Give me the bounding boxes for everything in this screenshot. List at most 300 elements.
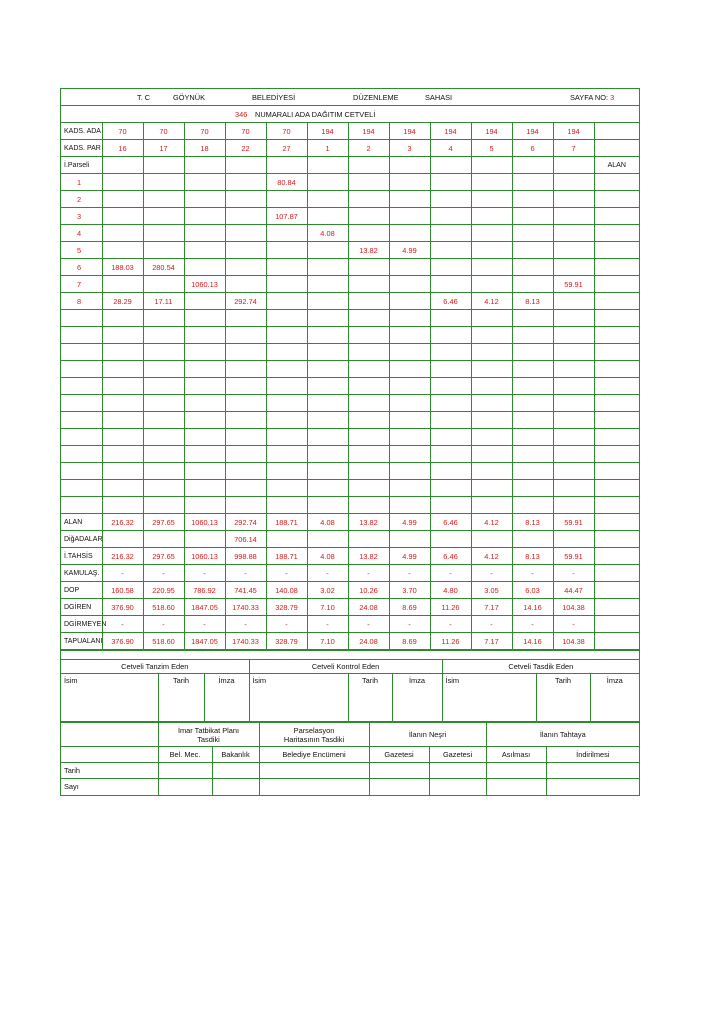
tanzim-eden-header: Cetveli Tanzim Eden	[61, 660, 249, 674]
empty-cell	[266, 480, 307, 497]
parcel-value	[102, 276, 143, 293]
extra-cell	[594, 242, 639, 259]
empty-cell	[430, 327, 471, 344]
parcel-value: 80.84	[266, 174, 307, 191]
totals-value: 140.08	[266, 582, 307, 599]
parcel-value	[348, 276, 389, 293]
parcel-value	[102, 225, 143, 242]
totals-value: 14.16	[512, 599, 553, 616]
totals-value	[553, 531, 594, 548]
iparseli-row	[61, 157, 639, 174]
ada-cell: 194	[389, 123, 430, 140]
empty-cell	[430, 361, 471, 378]
empty-cell	[102, 429, 143, 446]
totals-value: 4.12	[471, 514, 512, 531]
empty-cell	[266, 497, 307, 514]
empty-cell	[471, 429, 512, 446]
parcel-value: 4.08	[307, 225, 348, 242]
parcel-value	[266, 191, 307, 208]
totals-value: 4.99	[389, 514, 430, 531]
kads-par-label: KADS. PAR	[61, 140, 102, 157]
empty-cell	[594, 378, 639, 395]
empty-cell	[553, 361, 594, 378]
empty-cell	[143, 463, 184, 480]
parcel-value	[512, 225, 553, 242]
empty-cell	[471, 480, 512, 497]
empty-cell	[225, 378, 266, 395]
parcel-row	[61, 191, 639, 208]
empty-cell	[307, 412, 348, 429]
empty-cell	[61, 480, 102, 497]
totals-value: 4.99	[389, 548, 430, 565]
tanzim-tarih-label: Tarih	[158, 674, 204, 722]
empty-cell	[225, 327, 266, 344]
totals-value: 8.13	[512, 514, 553, 531]
parcel-value	[430, 259, 471, 276]
parcel-value	[553, 225, 594, 242]
imar-plan-header: İmar Tatbikat Planı Tasdiki	[158, 723, 259, 747]
parcel-value	[143, 242, 184, 259]
kontrol-imza-label: İmza	[392, 674, 442, 722]
totals-value: 11.26	[430, 599, 471, 616]
municipality-name: GÖYNÜK	[173, 93, 206, 102]
empty-cell	[184, 446, 225, 463]
empty-cell	[143, 429, 184, 446]
empty-cell	[471, 361, 512, 378]
empty-cell	[307, 361, 348, 378]
signature-table	[61, 660, 639, 722]
empty-cell	[594, 497, 639, 514]
tarih-row-label: Tarih	[61, 763, 158, 779]
extra-cell	[594, 191, 639, 208]
parcel-value: 17.11	[143, 293, 184, 310]
totals-value: 1060.13	[184, 548, 225, 565]
page-number: 3	[610, 93, 615, 102]
empty-cell	[307, 497, 348, 514]
empty-cell	[143, 497, 184, 514]
totals-value: 24.08	[348, 599, 389, 616]
empty-cell	[184, 157, 225, 174]
parcel-value	[389, 293, 430, 310]
parcel-value	[184, 191, 225, 208]
empty-cell	[389, 157, 430, 174]
empty-cell	[512, 327, 553, 344]
parcel-number: 6	[61, 259, 102, 276]
parcel-value: 107.87	[266, 208, 307, 225]
par-cell: 17	[143, 140, 184, 157]
parcel-number: 2	[61, 191, 102, 208]
empty-cell	[471, 344, 512, 361]
ada-cell: 70	[102, 123, 143, 140]
totals-value	[512, 531, 553, 548]
parcel-value	[430, 191, 471, 208]
extra-cell	[594, 225, 639, 242]
empty-cell	[553, 157, 594, 174]
totals-label: KAMULAŞ.	[61, 565, 102, 582]
totals-value: 376.90	[102, 633, 143, 650]
parcel-value	[389, 174, 430, 191]
kads-ada-row	[61, 123, 639, 140]
blank-row	[61, 395, 639, 412]
blank-row	[61, 327, 639, 344]
parcel-value	[348, 174, 389, 191]
empty-cell	[594, 310, 639, 327]
totals-label: DOP	[61, 582, 102, 599]
par-cell: 6	[512, 140, 553, 157]
parcel-value	[553, 259, 594, 276]
empty-cell	[143, 344, 184, 361]
empty-cell	[225, 463, 266, 480]
empty-cell	[348, 446, 389, 463]
blank-row	[61, 310, 639, 327]
empty-cell	[594, 446, 639, 463]
empty-cell	[594, 395, 639, 412]
empty-cell	[102, 463, 143, 480]
tanzim-imza-label: İmza	[204, 674, 249, 722]
sayi-row-label: Sayı	[61, 779, 158, 795]
parcel-value	[553, 191, 594, 208]
parcel-number: 5	[61, 242, 102, 259]
empty-cell	[389, 361, 430, 378]
extra-cell	[594, 259, 639, 276]
parcel-value	[307, 191, 348, 208]
parcel-number: 7	[61, 276, 102, 293]
empty-cell	[184, 412, 225, 429]
totals-row	[61, 582, 639, 599]
empty-cell	[225, 395, 266, 412]
parcel-value	[266, 225, 307, 242]
totals-row	[61, 616, 639, 633]
parcel-value: 28.29	[102, 293, 143, 310]
parcel-value	[348, 225, 389, 242]
totals-value: 1740.33	[225, 633, 266, 650]
totals-value: 998.88	[225, 548, 266, 565]
ada-cell: 70	[143, 123, 184, 140]
empty-cell	[61, 327, 102, 344]
totals-value: 1060.13	[184, 514, 225, 531]
empty-cell	[61, 497, 102, 514]
empty-cell	[430, 446, 471, 463]
empty-cell	[61, 429, 102, 446]
alan-column-label: ALAN	[594, 157, 639, 174]
empty-cell	[553, 497, 594, 514]
parcel-value: 13.82	[348, 242, 389, 259]
totals-value: 188.71	[266, 548, 307, 565]
empty-cell	[102, 497, 143, 514]
blank-row	[61, 497, 639, 514]
empty-cell	[143, 480, 184, 497]
blank-row	[61, 480, 639, 497]
empty-cell	[184, 361, 225, 378]
empty-cell	[266, 157, 307, 174]
tasdik-eden-header: Cetveli Tasdik Eden	[442, 660, 639, 674]
empty-cell	[61, 378, 102, 395]
parcel-value	[184, 225, 225, 242]
parcel-value	[389, 259, 430, 276]
totals-value: 7.10	[307, 633, 348, 650]
totals-value: 786.92	[184, 582, 225, 599]
empty-cell	[430, 497, 471, 514]
parcel-row	[61, 276, 639, 293]
indirilmesi-label: İndirilmesi	[546, 747, 639, 763]
totals-value: 328.79	[266, 633, 307, 650]
parcel-value	[143, 225, 184, 242]
empty-cell	[471, 395, 512, 412]
empty-cell	[389, 395, 430, 412]
totals-value: -	[307, 565, 348, 582]
totals-value: -	[553, 616, 594, 633]
totals-value: -	[184, 565, 225, 582]
empty-cell	[184, 310, 225, 327]
empty-cell	[471, 310, 512, 327]
parcel-number: 4	[61, 225, 102, 242]
par-cell: 22	[225, 140, 266, 157]
empty-cell	[348, 361, 389, 378]
empty-cell	[184, 327, 225, 344]
parcel-value	[307, 208, 348, 225]
extra-cell	[594, 633, 639, 650]
totals-value	[184, 531, 225, 548]
parcel-value: 292.74	[225, 293, 266, 310]
totals-value: 7.10	[307, 599, 348, 616]
empty-cell	[143, 395, 184, 412]
empty-cell	[348, 412, 389, 429]
blank-row	[61, 412, 639, 429]
parcel-value	[512, 208, 553, 225]
parcel-value	[471, 191, 512, 208]
blank-row	[61, 429, 639, 446]
distribution-table	[61, 123, 639, 650]
totals-row	[61, 514, 639, 531]
totals-value: -	[266, 565, 307, 582]
empty-cell	[307, 480, 348, 497]
iparseli-label: İ.Parseli	[61, 157, 102, 174]
totals-value: 1740.33	[225, 599, 266, 616]
parcel-value	[348, 293, 389, 310]
empty-cell	[266, 463, 307, 480]
parcel-row	[61, 208, 639, 225]
totals-value: -	[512, 616, 553, 633]
parcel-value	[225, 191, 266, 208]
parcel-value	[471, 276, 512, 293]
parcel-value	[184, 174, 225, 191]
empty-cell	[553, 463, 594, 480]
empty-cell	[594, 463, 639, 480]
tasdik-isim-label: İsim	[442, 674, 536, 722]
ada-cell: 70	[225, 123, 266, 140]
totals-value: 7.17	[471, 599, 512, 616]
empty-cell	[307, 395, 348, 412]
empty-cell	[348, 480, 389, 497]
parcel-value	[389, 225, 430, 242]
extra-cell	[594, 582, 639, 599]
totals-value: 24.08	[348, 633, 389, 650]
empty-cell	[553, 412, 594, 429]
par-cell: 2	[348, 140, 389, 157]
totals-value	[143, 531, 184, 548]
totals-value: -	[143, 565, 184, 582]
kontrol-eden-header: Cetveli Kontrol Eden	[249, 660, 442, 674]
parcel-value	[471, 259, 512, 276]
totals-label: DGİRMEYEN	[61, 616, 102, 633]
parcel-row	[61, 259, 639, 276]
empty-cell	[389, 446, 430, 463]
totals-value: 13.82	[348, 548, 389, 565]
header-row	[61, 89, 639, 106]
empty-cell	[225, 344, 266, 361]
parcel-number: 1	[61, 174, 102, 191]
ada-cell: 194	[348, 123, 389, 140]
empty-cell	[143, 361, 184, 378]
empty-cell	[266, 446, 307, 463]
extra-cell	[594, 208, 639, 225]
par-cell: 16	[102, 140, 143, 157]
empty-cell	[184, 395, 225, 412]
empty-cell	[430, 429, 471, 446]
par-cell: 1	[307, 140, 348, 157]
empty-cell	[512, 344, 553, 361]
extra-cell	[594, 276, 639, 293]
extra-cell	[594, 531, 639, 548]
parcel-value	[512, 259, 553, 276]
totals-label: TAPUALANI	[61, 633, 102, 650]
empty-cell	[266, 412, 307, 429]
totals-value: 4.08	[307, 548, 348, 565]
empty-cell	[594, 344, 639, 361]
ada-cell: 70	[266, 123, 307, 140]
empty-cell	[348, 327, 389, 344]
empty-cell	[225, 310, 266, 327]
empty-cell	[348, 344, 389, 361]
parcel-value	[430, 242, 471, 259]
parcel-value	[471, 208, 512, 225]
empty-cell	[471, 157, 512, 174]
parcel-value: 4.12	[471, 293, 512, 310]
totals-row	[61, 633, 639, 650]
totals-value: 11.26	[430, 633, 471, 650]
gazetesi-label-1: Gazetesi	[369, 747, 429, 763]
totals-value: -	[471, 565, 512, 582]
parcel-value	[307, 174, 348, 191]
totals-value: -	[389, 565, 430, 582]
empty-cell	[512, 378, 553, 395]
empty-cell	[348, 429, 389, 446]
empty-cell	[266, 395, 307, 412]
empty-cell	[348, 463, 389, 480]
blank-row	[61, 361, 639, 378]
parcel-value	[471, 174, 512, 191]
ilanin-tahtaya-header: İlanın Tahtaya	[486, 723, 639, 747]
totals-value: 59.91	[553, 548, 594, 565]
empty-cell	[348, 497, 389, 514]
empty-cell	[594, 327, 639, 344]
totals-value	[389, 531, 430, 548]
ada-cell: 194	[430, 123, 471, 140]
parcel-value	[184, 242, 225, 259]
empty-cell	[102, 310, 143, 327]
empty-cell	[225, 480, 266, 497]
parcel-value	[389, 191, 430, 208]
empty-cell	[594, 361, 639, 378]
ada-cell: 194	[307, 123, 348, 140]
empty-cell	[61, 446, 102, 463]
parcel-value	[143, 208, 184, 225]
blank-row	[61, 463, 639, 480]
empty-cell	[61, 361, 102, 378]
empty-cell	[143, 378, 184, 395]
parcel-value	[184, 259, 225, 276]
empty-cell	[512, 157, 553, 174]
parcel-value	[143, 276, 184, 293]
sahasi-label: SAHASI	[425, 93, 453, 102]
totals-value	[471, 531, 512, 548]
parcel-value	[471, 242, 512, 259]
totals-value: 706.14	[225, 531, 266, 548]
parcel-value	[102, 191, 143, 208]
parcel-value: 8.13	[512, 293, 553, 310]
empty-cell	[307, 310, 348, 327]
parcel-value	[307, 276, 348, 293]
empty-cell	[225, 446, 266, 463]
kads-par-row	[61, 140, 639, 157]
totals-value	[307, 531, 348, 548]
empty-cell	[307, 463, 348, 480]
totals-value	[348, 531, 389, 548]
empty-cell	[430, 378, 471, 395]
totals-value: 518.60	[143, 633, 184, 650]
empty-cell	[594, 480, 639, 497]
totals-value	[266, 531, 307, 548]
parcel-value	[184, 293, 225, 310]
parcel-value	[225, 242, 266, 259]
parcel-value	[266, 242, 307, 259]
empty-cell	[348, 378, 389, 395]
parcel-value	[225, 225, 266, 242]
extra-cell	[594, 174, 639, 191]
empty-cell	[430, 412, 471, 429]
totals-value: 328.79	[266, 599, 307, 616]
ilanin-nesri-header: İlanın Neşri	[369, 723, 486, 747]
belediyesi-label: BELEDİYESİ	[252, 93, 296, 102]
totals-value: 10.26	[348, 582, 389, 599]
parcel-value	[389, 276, 430, 293]
empty-cell	[389, 412, 430, 429]
parcel-value: 4.99	[389, 242, 430, 259]
totals-value: 297.65	[143, 548, 184, 565]
tasdik-tarih-label: Tarih	[536, 674, 590, 722]
empty-cell	[307, 157, 348, 174]
parcel-value: 1060.13	[184, 276, 225, 293]
empty-cell	[430, 395, 471, 412]
extra-cell	[594, 140, 639, 157]
totals-value: -	[266, 616, 307, 633]
totals-value: 376.90	[102, 599, 143, 616]
empty-cell	[348, 310, 389, 327]
totals-value: 44.47	[553, 582, 594, 599]
totals-value: -	[225, 565, 266, 582]
empty-cell	[307, 378, 348, 395]
par-cell: 18	[184, 140, 225, 157]
empty-cell	[102, 157, 143, 174]
bakanlik-label: Bakanlık	[212, 747, 259, 763]
ada-cell: 194	[512, 123, 553, 140]
empty-cell	[389, 480, 430, 497]
parcel-value	[389, 208, 430, 225]
par-cell: 4	[430, 140, 471, 157]
extra-cell	[594, 565, 639, 582]
empty-cell	[266, 310, 307, 327]
extra-cell	[594, 123, 639, 140]
